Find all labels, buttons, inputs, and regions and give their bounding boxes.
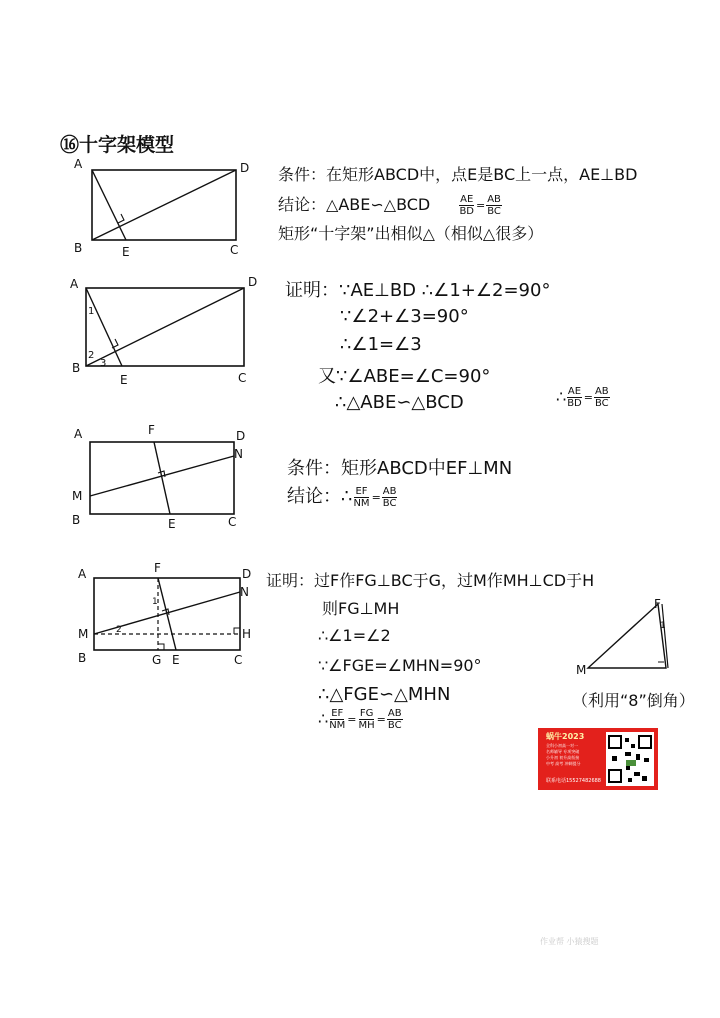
- figure-2: [70, 270, 270, 390]
- label-A: A: [74, 157, 83, 171]
- s4-ratio: ∴ $\frac{EF}{NM}$ = $\frac{FG}{MH}$ = $\frac{AB}{BC}$: [318, 708, 402, 731]
- ratio-ab-bc: $\frac{AB}{BC}$: [487, 194, 501, 217]
- s4-step4: ∵∠FGE=∠MHN=90°: [318, 656, 482, 675]
- s1-conclusion: 结论：△ABE∽△BCD $\frac{AE}{BD}$ = $\frac{AB}{BC}$: [278, 194, 501, 217]
- label-B: B: [72, 361, 81, 375]
- label-M: M: [72, 489, 83, 503]
- label-D: D: [242, 567, 252, 581]
- label-M: M: [78, 627, 89, 641]
- s3-condition: 条件：矩形ABCD中EF⊥MN: [287, 458, 513, 479]
- ad-lines: 全科小初高一对一 名师辅导 专项突破 小升初 初升高衔接 中考 高考 冲刺提分: [546, 743, 581, 766]
- label-D: D: [248, 275, 258, 289]
- label-N: N: [240, 585, 249, 599]
- watermark: 作业帮 小猿搜题: [540, 937, 599, 946]
- s4-step2: 则FG⊥MH: [322, 599, 400, 618]
- qr-code-icon: [606, 732, 654, 786]
- ad-phone: 联系电话15527482688: [546, 778, 601, 784]
- label-D: D: [236, 429, 246, 443]
- s1-condition: 条件：在矩形ABCD中，点E是BC上一点，AE⊥BD: [278, 165, 638, 184]
- label-D: D: [240, 161, 250, 175]
- label-C: C: [238, 371, 247, 385]
- s2-ratio: ∴ $\frac{AE}{BD}$ = $\frac{AB}{BC}$: [556, 386, 609, 409]
- page-title: ⑯十字架模型: [60, 134, 175, 156]
- label-C: C: [228, 515, 237, 529]
- label-A: A: [70, 277, 79, 291]
- label-E: E: [168, 517, 176, 531]
- label-C: C: [230, 243, 239, 257]
- angle-3: 3: [100, 358, 107, 369]
- figure-3: [70, 422, 270, 534]
- label-B: B: [72, 513, 81, 527]
- figure-4: [72, 560, 272, 672]
- s4-step1: 证明：过F作FG⊥BC于G，过M作MH⊥CD于H: [266, 571, 595, 590]
- s4-step5: ∴△FGE∽△MHN: [318, 684, 451, 705]
- label-B: B: [74, 241, 83, 255]
- label-F: F: [654, 597, 661, 611]
- label-E: E: [122, 245, 130, 259]
- ad-banner[interactable]: [538, 728, 658, 790]
- label-F: F: [154, 561, 161, 575]
- s2-step2: ∵∠2+∠3=90°: [340, 306, 469, 327]
- angle-1: 1: [88, 306, 95, 317]
- s2-step5: ∴△ABE∽△BCD: [335, 392, 464, 413]
- s2-step1: 证明：∵AE⊥BD ∴∠1+∠2=90°: [285, 280, 551, 301]
- angle-2: 2: [88, 350, 95, 361]
- label-C: C: [234, 653, 243, 667]
- label-E: E: [120, 373, 128, 387]
- label-A: A: [74, 427, 83, 441]
- label-H: H: [242, 627, 252, 641]
- ad-brand: 蜗牛2023: [546, 732, 585, 741]
- label-N: N: [234, 447, 243, 461]
- angle-2: 2: [116, 625, 122, 635]
- label-M: M: [576, 663, 587, 677]
- label-E: E: [172, 653, 180, 667]
- label-G: G: [152, 653, 162, 667]
- angle-1: 1: [152, 597, 158, 607]
- angle-1: 1: [660, 621, 666, 631]
- s2-step4: 又∵∠ABE=∠C=90°: [318, 366, 491, 387]
- label-F: F: [148, 423, 155, 437]
- label-B: B: [78, 651, 87, 665]
- ratio-ae-bd: $\frac{AE}{BD}$: [459, 194, 474, 217]
- figure-small-triangle: [570, 592, 680, 682]
- s3-conclusion: 结论：∴ $\frac{EF}{NM}$ = $\frac{AB}{BC}$: [287, 485, 397, 509]
- label-A: A: [78, 567, 87, 581]
- s1-note: 矩形“十字架”出相似△（相似△很多）: [278, 224, 544, 243]
- s4-step3: ∴∠1=∠2: [318, 626, 391, 645]
- figure-1: [70, 150, 270, 262]
- s4-note: （利用“8”倒角）: [572, 691, 695, 710]
- s2-step3: ∴∠1=∠3: [340, 334, 422, 355]
